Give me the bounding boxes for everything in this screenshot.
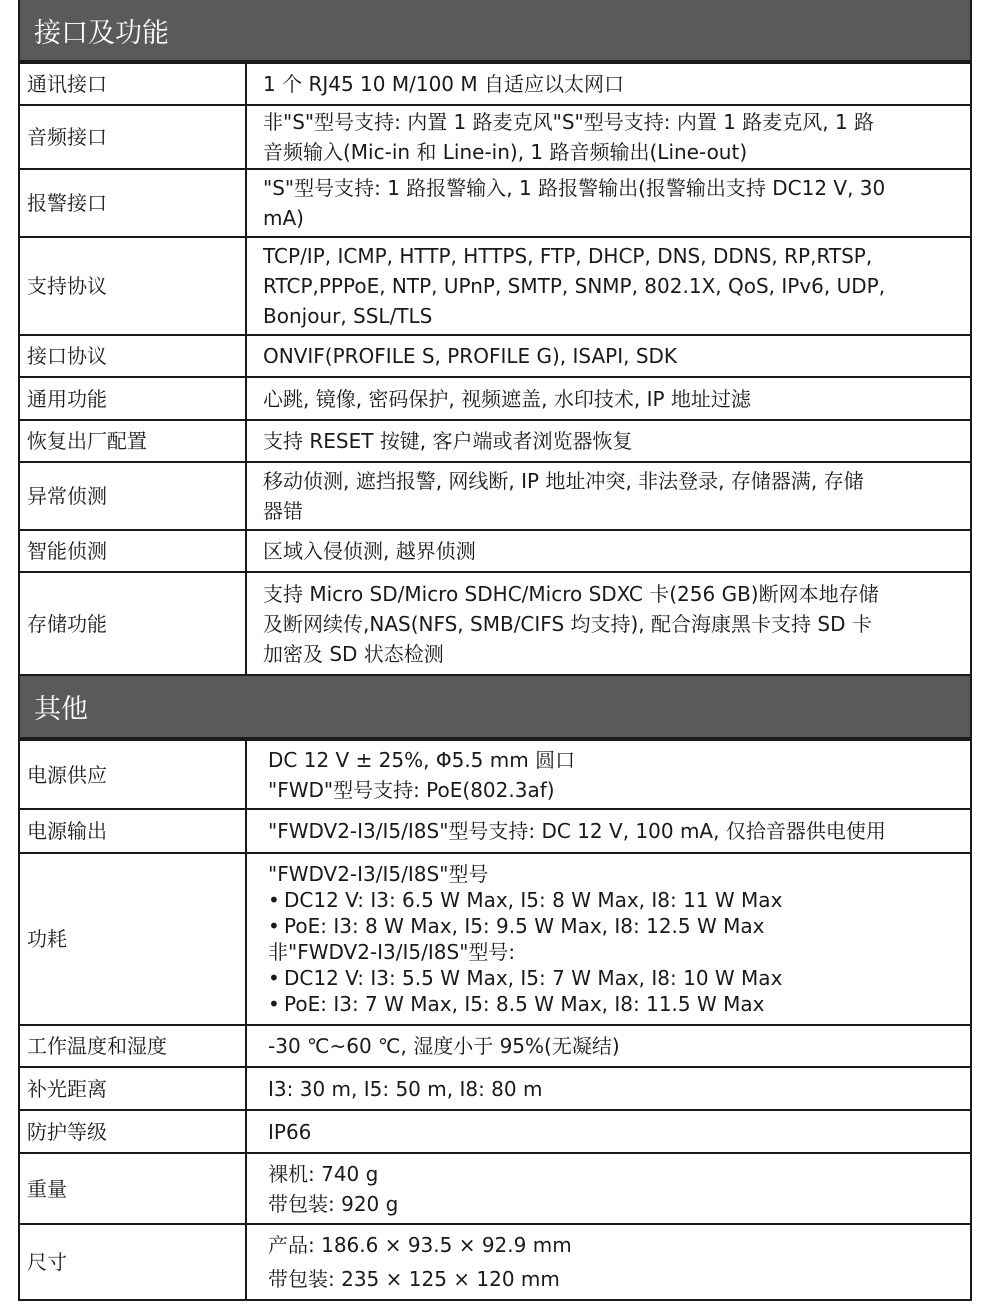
- row-key: 恢复出厂配置: [19, 420, 246, 462]
- row-value: DC 12 V ± 25%, Φ5.5 mm 圆口 "FWD"型号支持: PoE(802.3af): [246, 740, 971, 809]
- row-value: ONVIF(PROFILE S, PROFILE G), ISAPI, SDK: [246, 335, 971, 377]
- row-key: 存储功能: [19, 572, 246, 675]
- bullet-item: • DC12 V: I3: 6.5 W Max, I5: 8 W Max, I8: 11 W Max: [268, 887, 960, 913]
- row-value: TCP/IP, ICMP, HTTP, HTTPS, FTP, DHCP, DNS, DDNS, RP,RTSP, RTCP,PPPoE, NTP, UPnP, SMTP, SNMP, 802.1X, QoS, IPv6, UDP, Bonjour, SSL/TLS: [246, 237, 971, 335]
- table-row: [19, 420, 971, 462]
- row-value: "FWDV2-I3/I5/I8S"型号支持: DC 12 V, 100 mA, 仅拾音器供电使用: [246, 809, 971, 853]
- table-row: [19, 1153, 971, 1224]
- row-key: 报警接口: [19, 169, 246, 237]
- row-key: 工作温度和湿度: [19, 1025, 246, 1067]
- row-value: "S"型号支持: 1 路报警输入, 1 路报警输出(报警输出支持 DC12 V, 30 mA): [246, 169, 971, 237]
- row-key: 功耗: [19, 853, 246, 1025]
- row-value: -30 ℃~60 ℃, 湿度小于 95%(无凝结): [246, 1025, 971, 1067]
- table-row: [19, 462, 971, 530]
- row-key: 电源输出: [19, 809, 246, 853]
- row-key: 通用功能: [19, 377, 246, 420]
- table-row: [19, 1224, 971, 1300]
- row-value: "FWDV2-I3/I5/I8S"型号 • DC12 V: I3: 6.5 W Max, I5: 8 W Max, I8: 11 W Max • PoE: I3: 8 W Max, I5: 9.5 W Max, I8: 12.5 W Max 非"FWDV2-I3/I5/I8S"型号: • DC12 V: I3: 5.5 W Max, I5: 7 W Max, I8: 10 W Max • PoE: I3: 7 W Max, I5: 8.5 W Max, I8: 11.5 W Max: [246, 853, 971, 1025]
- table-row: [19, 853, 971, 1025]
- bullet-item: • DC12 V: I3: 5.5 W Max, I5: 7 W Max, I8: 10 W Max: [268, 965, 960, 991]
- bullet-item: • PoE: I3: 8 W Max, I5: 9.5 W Max, I8: 12.5 W Max: [268, 913, 960, 939]
- row-value: IP66: [246, 1110, 971, 1153]
- row-key: 重量: [19, 1153, 246, 1224]
- table-row: [19, 63, 971, 105]
- table-row: [19, 335, 971, 377]
- table-row: [19, 105, 971, 169]
- row-value: 区域入侵侦测, 越界侦测: [246, 530, 971, 572]
- table-row: [19, 740, 971, 809]
- row-key: 补光距离: [19, 1067, 246, 1110]
- table-row: [19, 572, 971, 675]
- spec-table-interfaces: [18, 62, 972, 676]
- row-value: 心跳, 镜像, 密码保护, 视频遮盖, 水印技术, IP 地址过滤: [246, 377, 971, 420]
- row-value: 非"S"型号支持: 内置 1 路麦克风"S"型号支持: 内置 1 路麦克风, 1 路 音频输入(Mic-in 和 Line-in), 1 路音频输出(Line-out): [246, 105, 971, 169]
- section-header-interfaces: 接口及功能: [18, 0, 972, 62]
- row-key: 异常侦测: [19, 462, 246, 530]
- row-value: 裸机: 740 g 带包装: 920 g: [246, 1153, 971, 1224]
- row-value: 产品: 186.6 × 93.5 × 92.9 mm 带包装: 235 × 125 × 120 mm: [246, 1224, 971, 1300]
- spec-sheet: [18, 0, 972, 1301]
- spec-table-other: [18, 739, 972, 1301]
- table-row: [19, 1025, 971, 1067]
- row-key: 智能侦测: [19, 530, 246, 572]
- row-value: 支持 Micro SD/Micro SDHC/Micro SDXC 卡(256 GB)断网本地存储 及断网续传,NAS(NFS, SMB/CIFS 均支持), 配合海康黑卡支持 SD 卡 加密及 SD 状态检测: [246, 572, 971, 675]
- bullet-item: • PoE: I3: 7 W Max, I5: 8.5 W Max, I8: 11.5 W Max: [268, 991, 960, 1017]
- table-row: [19, 237, 971, 335]
- row-key: 接口协议: [19, 335, 246, 377]
- table-row: [19, 809, 971, 853]
- section-header-other: 其他: [18, 676, 972, 739]
- row-key: 音频接口: [19, 105, 246, 169]
- row-value: 支持 RESET 按键, 客户端或者浏览器恢复: [246, 420, 971, 462]
- table-row: [19, 1110, 971, 1153]
- row-value: 1 个 RJ45 10 M/100 M 自适应以太网口: [246, 63, 971, 105]
- row-key: 防护等级: [19, 1110, 246, 1153]
- row-key: 支持协议: [19, 237, 246, 335]
- row-value: 移动侦测, 遮挡报警, 网线断, IP 地址冲突, 非法登录, 存储器满, 存储 器错: [246, 462, 971, 530]
- row-key: 电源供应: [19, 740, 246, 809]
- table-row: [19, 1067, 971, 1110]
- table-row: [19, 377, 971, 420]
- row-key: 通讯接口: [19, 63, 246, 105]
- row-value: I3: 30 m, I5: 50 m, I8: 80 m: [246, 1067, 971, 1110]
- table-row: [19, 169, 971, 237]
- row-key: 尺寸: [19, 1224, 246, 1300]
- table-row: [19, 530, 971, 572]
